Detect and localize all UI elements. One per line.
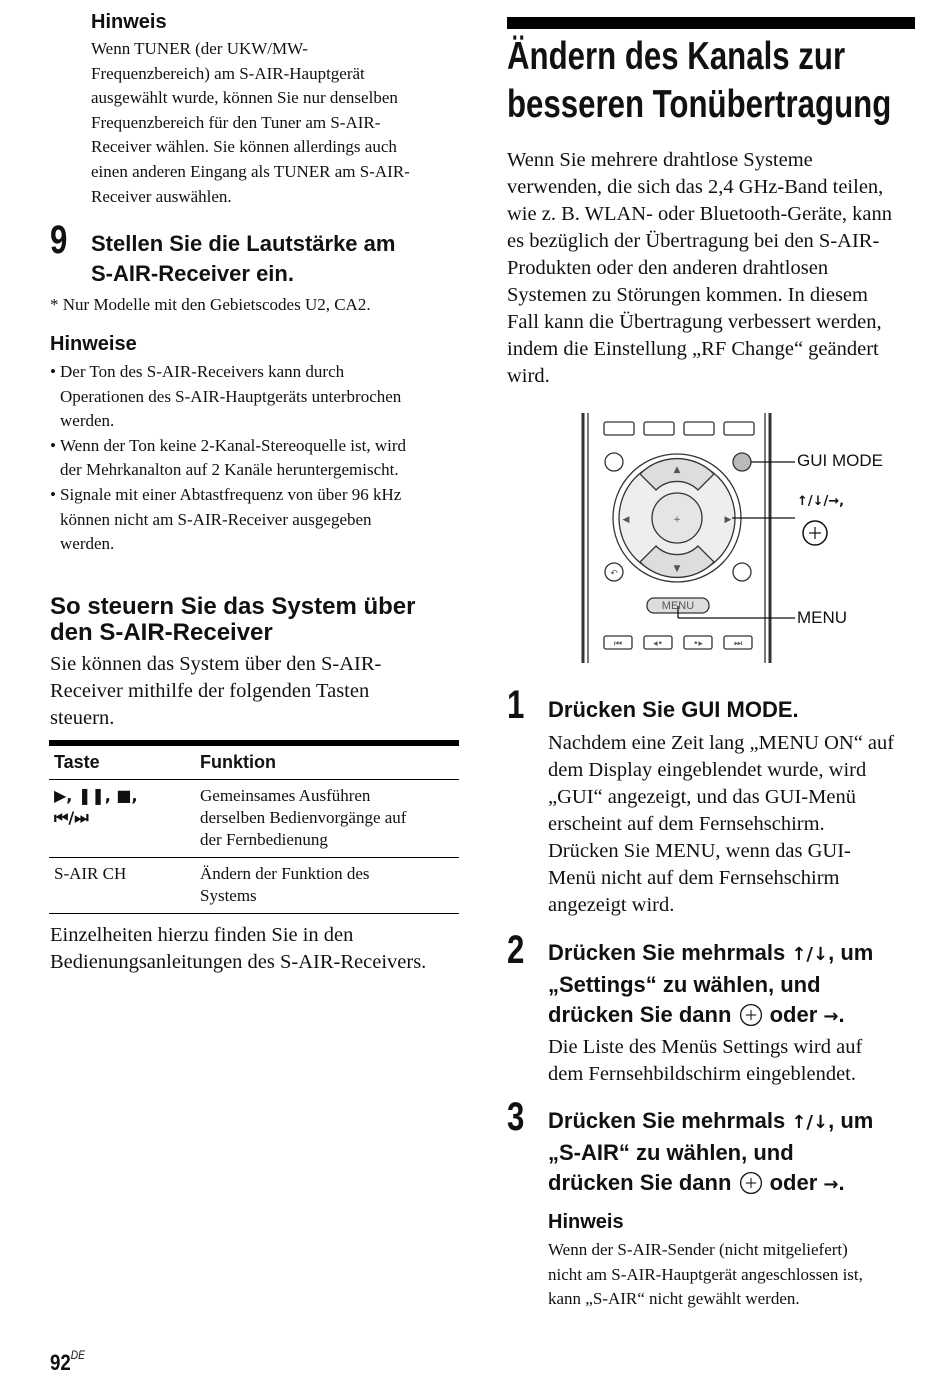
notes-list <box>50 360 470 557</box>
function-table <box>49 740 459 914</box>
note-heading: Hinweis <box>91 11 167 33</box>
list-item: • Signale mit einer Abtastfrequenz von über 96 kHz können nicht am S-AIR-Receiver ausgegeben werden. <box>50 483 470 557</box>
note-line: ausgewählt wurde, können Sie nur denselben <box>91 88 398 108</box>
step-title-line: Stellen Sie die Lautstärke am <box>91 231 396 256</box>
section-heading: So steuern Sie das System über den S-AIR-Receiver <box>50 593 416 646</box>
table-cell: ▶, ❚❚, ■, ⏮/⏭ <box>49 780 195 858</box>
note-text <box>91 37 410 209</box>
step-title-line: S-AIR-Receiver ein. <box>91 261 294 286</box>
list-item: • Wenn der Ton keine 2-Kanal-Stereoquelle ist, wird der Mehrkanalton auf 2 Kanäle heruntergemischt. <box>50 434 470 483</box>
intro-text: Wenn Sie mehrere drahtlose Systeme verwenden, die sich das 2,4 GHz-Band teilen, wie z. B. WLAN- oder Bluetooth-Geräte, kann es bezüglich der Übertragung bei den S-AIR- Produkten oder den anderen drahtlosen Systemen zu Störungen kommen. In diesem Fall kann die Übertragung verbessert werden, indem die Einstellung „RF Change“ geändert wird. <box>507 149 893 387</box>
svg-text:▼: ▼ <box>673 564 681 574</box>
menu-button-label: MENU <box>661 600 695 612</box>
enter-icon <box>738 1170 764 1196</box>
note-line: Receiver auswählen. <box>91 186 232 206</box>
table-row <box>49 780 459 858</box>
footnote: * Nur Modelle mit den Gebietscodes U2, CA2. <box>50 295 371 314</box>
menu-label: MENU <box>797 608 848 627</box>
note-line: Wenn TUNER (der UKW/MW- <box>91 39 308 58</box>
step-number: 9 <box>50 218 68 262</box>
table-header: Taste <box>49 743 195 780</box>
note-line: Frequenzbereich für den Tuner am S-AIR- <box>91 112 381 132</box>
step-title <box>91 229 395 289</box>
gui-mode-label: GUI MODE <box>797 451 883 470</box>
section-intro: Sie können das System über den S-AIR- Receiver mithilfe der folgenden Tasten steuern. <box>50 653 382 729</box>
step-title: Drücken Sie mehrmals ↑/↓, um „Settings“ zu wählen, und drücken Sie dann oder →. <box>548 940 874 1027</box>
svg-text:◀: ◀ <box>622 515 630 525</box>
title-bar <box>507 17 915 29</box>
note-line: Frequenzbereich) am S-AIR-Hauptgerät <box>91 63 365 83</box>
svg-text:⏮: ⏮ <box>613 639 623 649</box>
note-line: Receiver wählen. Sie können allerdings auch <box>91 137 397 157</box>
step-title: Drücken Sie mehrmals ↑/↓, um „S-AIR“ zu wählen, und drücken Sie dann oder →. <box>548 1108 874 1195</box>
svg-text:▲: ▲ <box>673 465 681 475</box>
enter-icon <box>738 1002 764 1028</box>
note-text: Wenn der S-AIR-Sender (nicht mitgeliefert) nicht am S-AIR-Hauptgerät angeschlossen ist, kann „S-AIR“ nicht gewählt werden. <box>548 1240 863 1309</box>
right-arrow-icon: → <box>823 1006 839 1027</box>
enter-icon <box>800 518 830 548</box>
page-title: Ändern des Kanals zur besseren Tonübertragung <box>507 35 892 126</box>
svg-text:↶: ↶ <box>610 569 618 579</box>
up-down-arrows-icon: ↑/↓ <box>791 1112 829 1133</box>
right-arrow-icon: → <box>823 1174 839 1195</box>
svg-text:+: + <box>673 515 681 525</box>
table-cell: S-AIR CH <box>49 858 195 914</box>
list-item: • Der Ton des S-AIR-Receivers kann durch Operationen des S-AIR-Hauptgeräts unterbrochen werden. <box>50 360 470 434</box>
table-header: Funktion <box>195 743 459 780</box>
step-title: Drücken Sie GUI MODE. <box>548 697 799 722</box>
svg-text:•▸: •▸ <box>693 639 703 649</box>
step-body: Die Liste des Menüs Settings wird auf dem Fernsehbildschirm eingeblendet. <box>548 1036 863 1085</box>
note-heading: Hinweis <box>548 1211 624 1233</box>
table-cell: Gemeinsames Ausführen derselben Bedienvorgänge auf der Fernbedienung <box>195 780 459 858</box>
svg-text:◂•: ◂• <box>653 639 663 649</box>
notes-heading: Hinweise <box>50 333 137 355</box>
outro-text: Einzelheiten hierzu finden Sie in den Bedienungsanleitungen des S-AIR-Receivers. <box>50 924 427 973</box>
step-number: 3 <box>507 1095 525 1139</box>
step-number: 2 <box>507 928 525 972</box>
note-line: einen anderen Eingang als TUNER am S-AIR- <box>91 161 410 181</box>
svg-text:⏭: ⏭ <box>733 639 743 649</box>
table-cell: Ändern der Funktion des Systems <box>195 858 459 914</box>
step-body: Nachdem eine Zeit lang „MENU ON“ auf dem Display eingeblendet wurde, wird „GUI“ angezeigt, und das GUI-Menü erscheint auf dem Fernsehschirm. Drücken Sie MENU, wenn das GUI- Menü nicht auf dem Fernsehschirm angezeigt wird. <box>548 732 895 916</box>
remote-illustration <box>570 408 900 670</box>
table-row <box>49 858 459 914</box>
up-down-arrows-icon: ↑/↓ <box>791 944 829 965</box>
step-number: 1 <box>507 683 525 727</box>
svg-text:▶: ▶ <box>724 515 732 525</box>
arrows-label: ↑/↓/→, <box>797 494 845 509</box>
page-number: 92DE <box>50 1348 85 1375</box>
